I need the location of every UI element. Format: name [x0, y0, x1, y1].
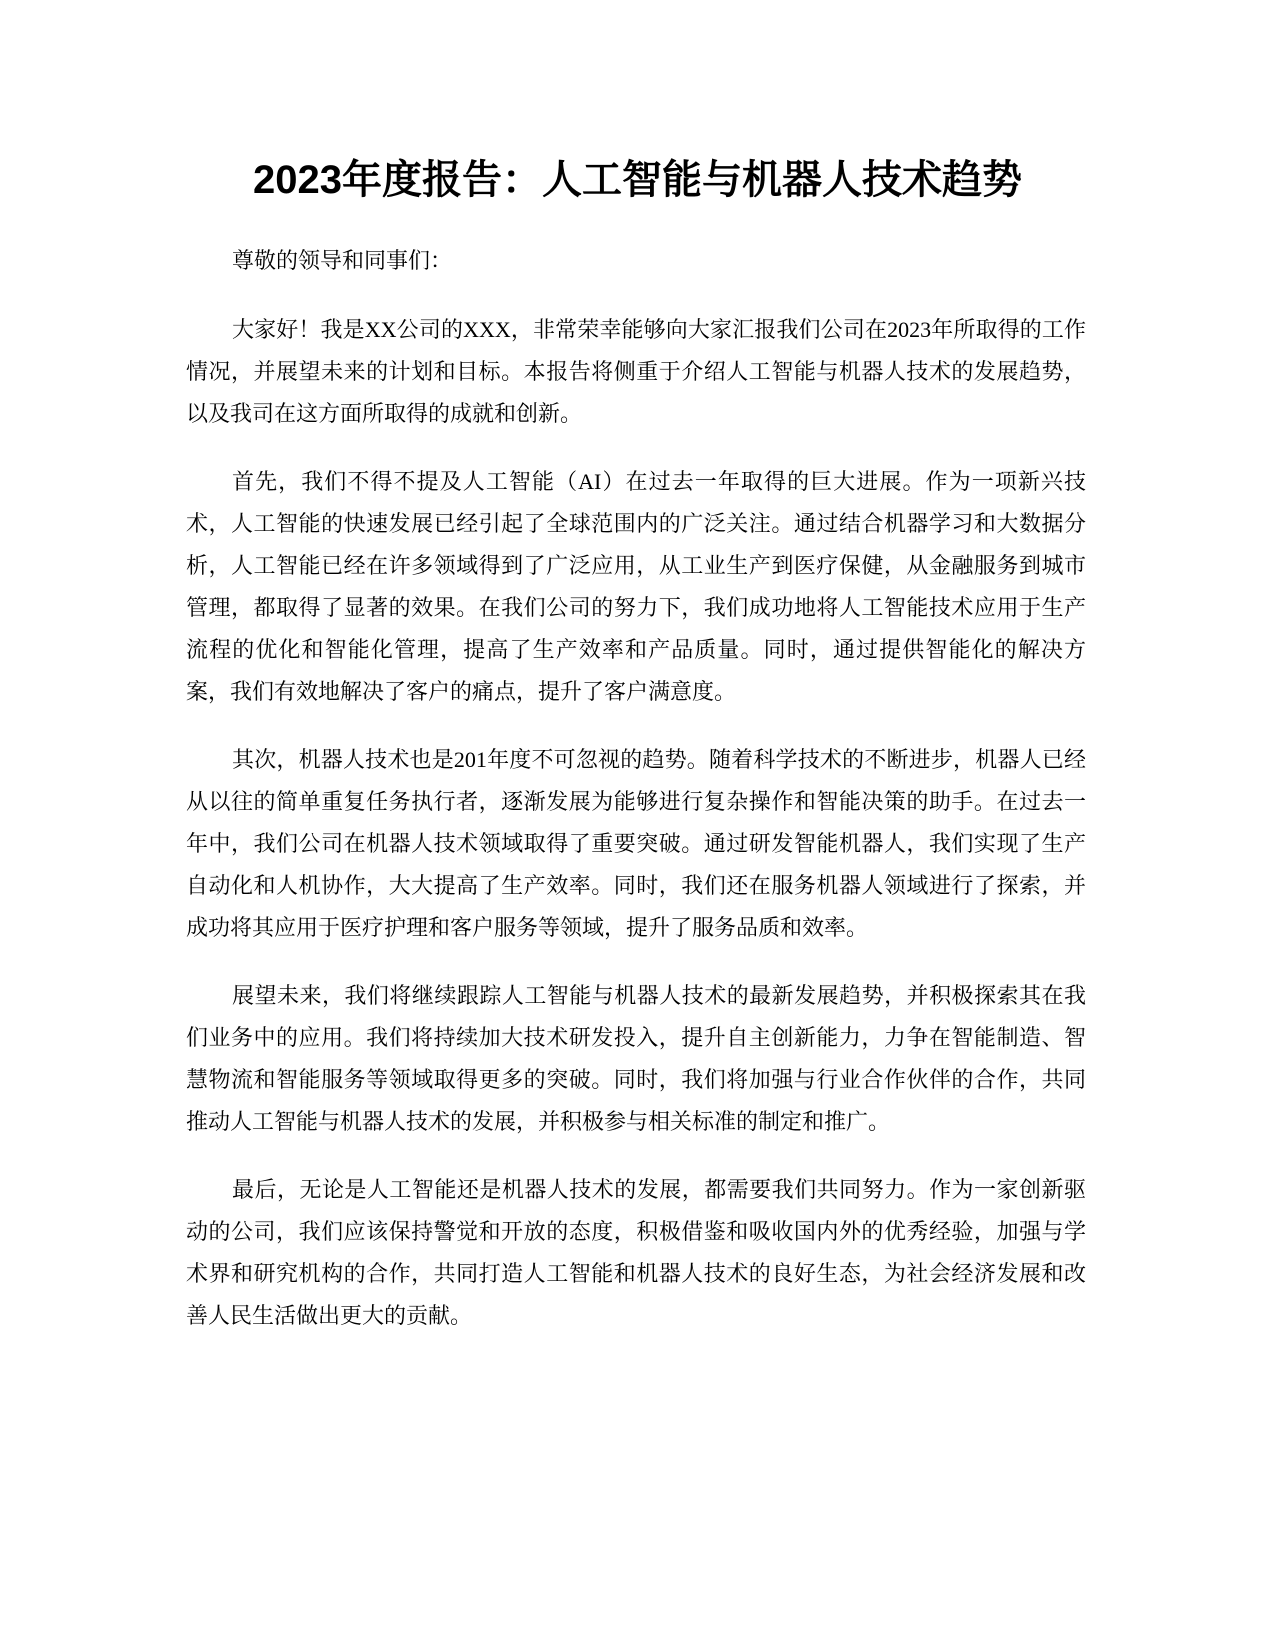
paragraph-conclusion: 最后，无论是人工智能还是机器人技术的发展，都需要我们共同努力。作为一家创新驱动的公司，我们应该保持警觉和开放的态度，积极借鉴和吸收国内外的优秀经验，加强与学术界和研究机构的合作，共同打造人工智能和机器人技术的良好生态，为社会经济发展和改善人民生活做出更大的贡献。 [186, 1177, 1086, 1328]
paragraph-introduction: 大家好！我是XX公司的XXX，非常荣幸能够向大家汇报我们公司在2023年所取得的工作情况，并展望未来的计划和目标。本报告将侧重于介绍人工智能与机器人技术的发展趋势，以及我司在这方面所取得的成就和创新。 [186, 317, 1086, 426]
paragraph-ai-progress: 首先，我们不得不提及人工智能（AI）在过去一年取得的巨大进展。作为一项新兴技术，人工智能的快速发展已经引起了全球范围内的广泛关注。通过结合机器学习和大数据分析，人工智能已经在许多领域得到了广泛应用，从工业生产到医疗保健，从金融服务到城市管理，都取得了显著的效果。在我们公司的努力下，我们成功地将人工智能技术应用于生产流程的优化和智能化管理，提高了生产效率和产品质量。同时，通过提供智能化的解决方案，我们有效地解决了客户的痛点，提升了客户满意度。 [186, 469, 1086, 704]
paragraph-outlook: 展望未来，我们将继续跟踪人工智能与机器人技术的最新发展趋势，并积极探索其在我们业务中的应用。我们将持续加大技术研发投入，提升自主创新能力，力争在智能制造、智慧物流和智能服务等领域取得更多的突破。同时，我们将加强与行业合作伙伴的合作，共同推动人工智能与机器人技术的发展，并积极参与相关标准的制定和推广。 [186, 983, 1086, 1134]
paragraph-robotics: 其次，机器人技术也是201年度不可忽视的趋势。随着科学技术的不断进步，机器人已经从以往的简单重复任务执行者，逐渐发展为能够进行复杂操作和智能决策的助手。在过去一年中，我们公司在机器人技术领域取得了重要突破。通过研发智能机器人，我们实现了生产自动化和人机协作，大大提高了生产效率。同时，我们还在服务机器人领域进行了探索，并成功将其应用于医疗护理和客户服务等领域，提升了服务品质和效率。 [186, 747, 1086, 940]
document-body [186, 240, 1086, 1363]
salutation: 尊敬的领导和同事们： [232, 248, 453, 273]
document-title: 2023年度报告：人工智能与机器人技术趋势 [253, 158, 1022, 202]
